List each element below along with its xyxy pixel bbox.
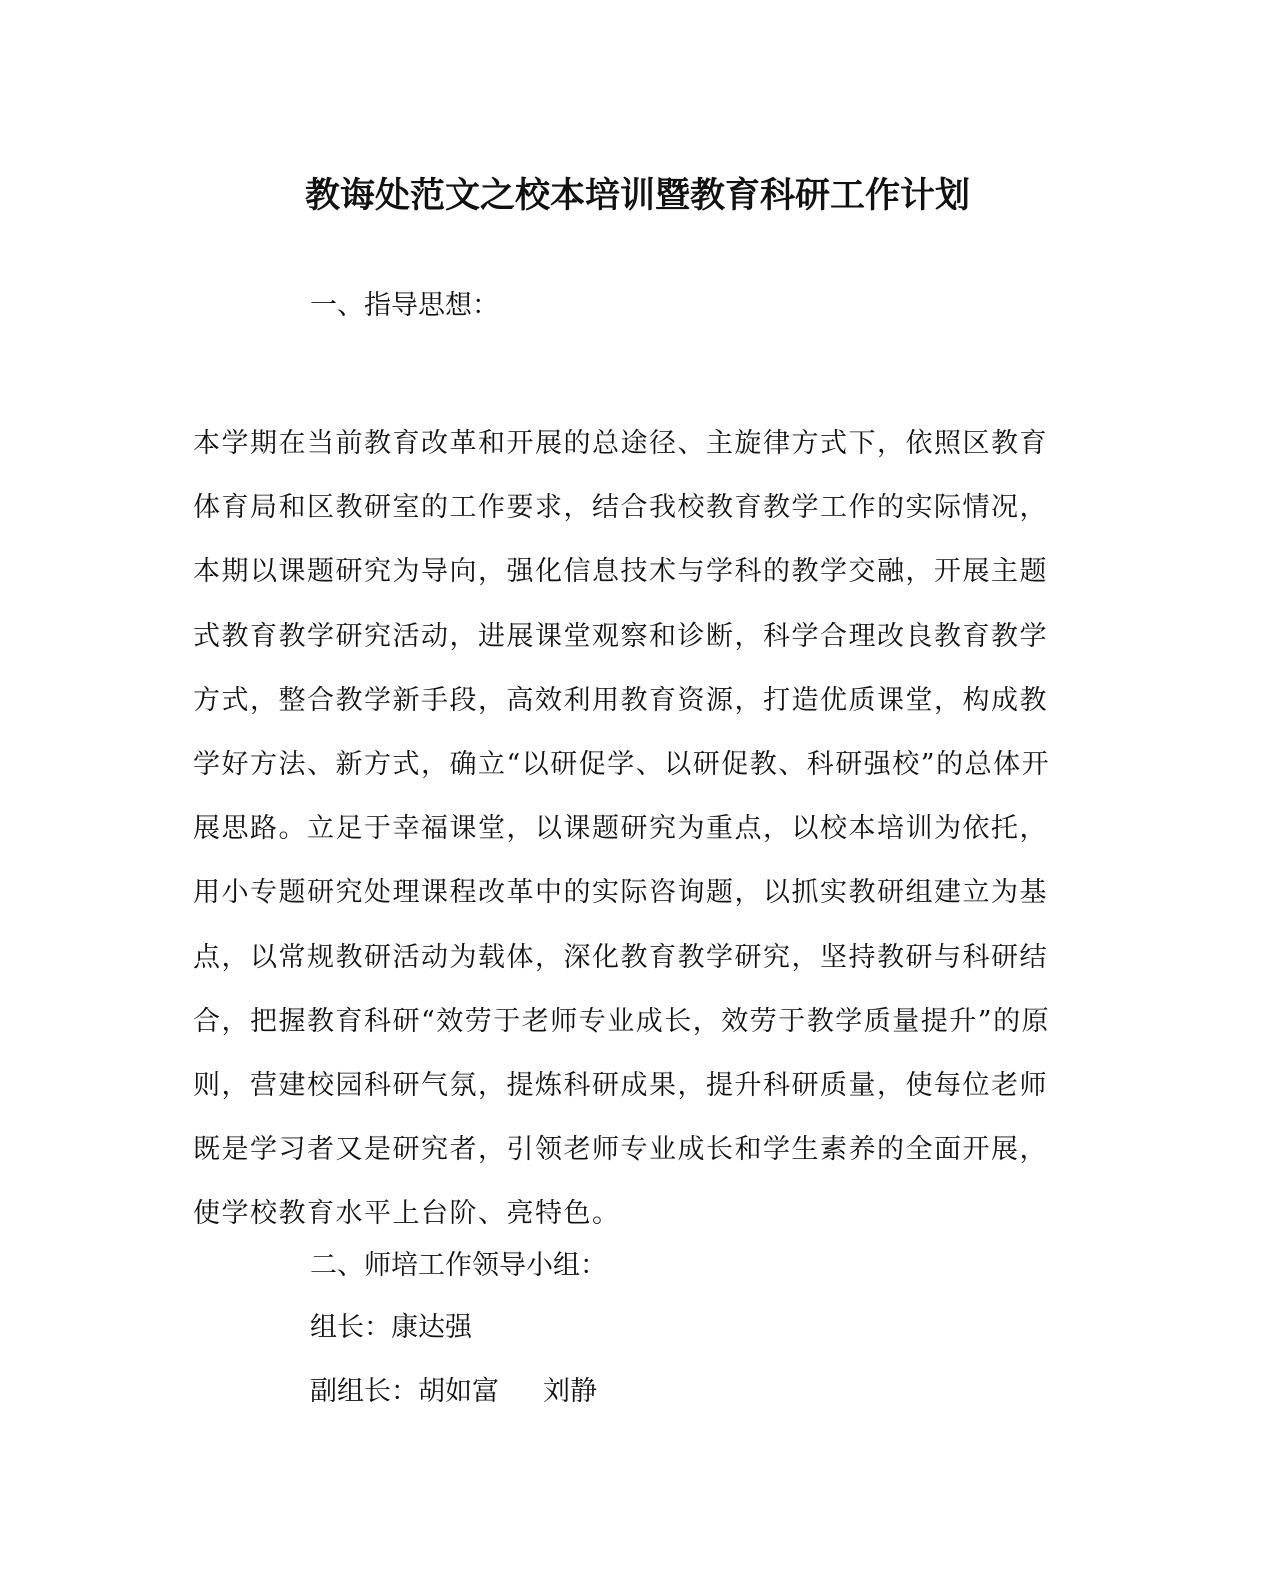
section-heading-leadership-group: 二、师培工作领导小组： [310,1250,607,1281]
paragraph-line: 用小专题研究处理课程改革中的实际咨询题，以抓实教研组建立为基 [193,877,1048,909]
paragraph-line: 合，把握教育科研“效劳于老师专业成长，效劳于教学质量提升”的原 [193,1005,1051,1037]
paragraph-line: 本学期在当前教育改革和开展的总途径、主旋律方式下，依照区教育 [193,428,1048,459]
paragraph-line: 学好方法、新方式，确立“以研促学、以研促教、科研强校”的总体开 [193,748,1051,780]
deputy-leader-second: 刘静 [543,1376,597,1407]
paragraph-line: 本期以课题研究为导向，强化信息技术与学科的教学交融，开展主题 [193,556,1048,588]
paragraph-guiding-thought [193,412,1063,1246]
deputy-leader-label: 副组长：胡如富 [310,1376,499,1407]
paragraph-line: 方式，整合教学新手段，高效利用教育资源，打造优质课堂，构成教 [193,684,1048,716]
paragraph-line: 体育局和区教研室的工作要求，结合我校教育教学工作的实际情况， [193,492,1048,524]
paragraph-line: 使学校教育水平上台阶、亮特色。 [193,1198,621,1230]
section-heading-guiding-thought: 一、指导思想： [310,290,499,321]
paragraph-line: 点，以常规教研活动为载体，深化教育教学研究，坚持教研与科研结 [193,941,1048,973]
paragraph-line: 展思路。立足于幸福课堂，以课题研究为重点，以校本培训为依托， [193,813,1048,845]
paragraph-line: 式教育教学研究活动，进展课堂观察和诊断，科学合理改良教育教学 [193,620,1048,652]
document-title: 教诲处范文之校本培训暨教育科研工作计划 [304,175,970,216]
deputy-leader-line [310,1372,597,1412]
paragraph-line: 则，营建校园科研气氛，提炼科研成果，提升科研质量，使每位老师 [193,1069,1048,1101]
group-leader-line: 组长：康达强 [310,1312,472,1343]
paragraph-line: 既是学习者又是研究者，引领老师专业成长和学生素养的全面开展， [193,1134,1048,1166]
